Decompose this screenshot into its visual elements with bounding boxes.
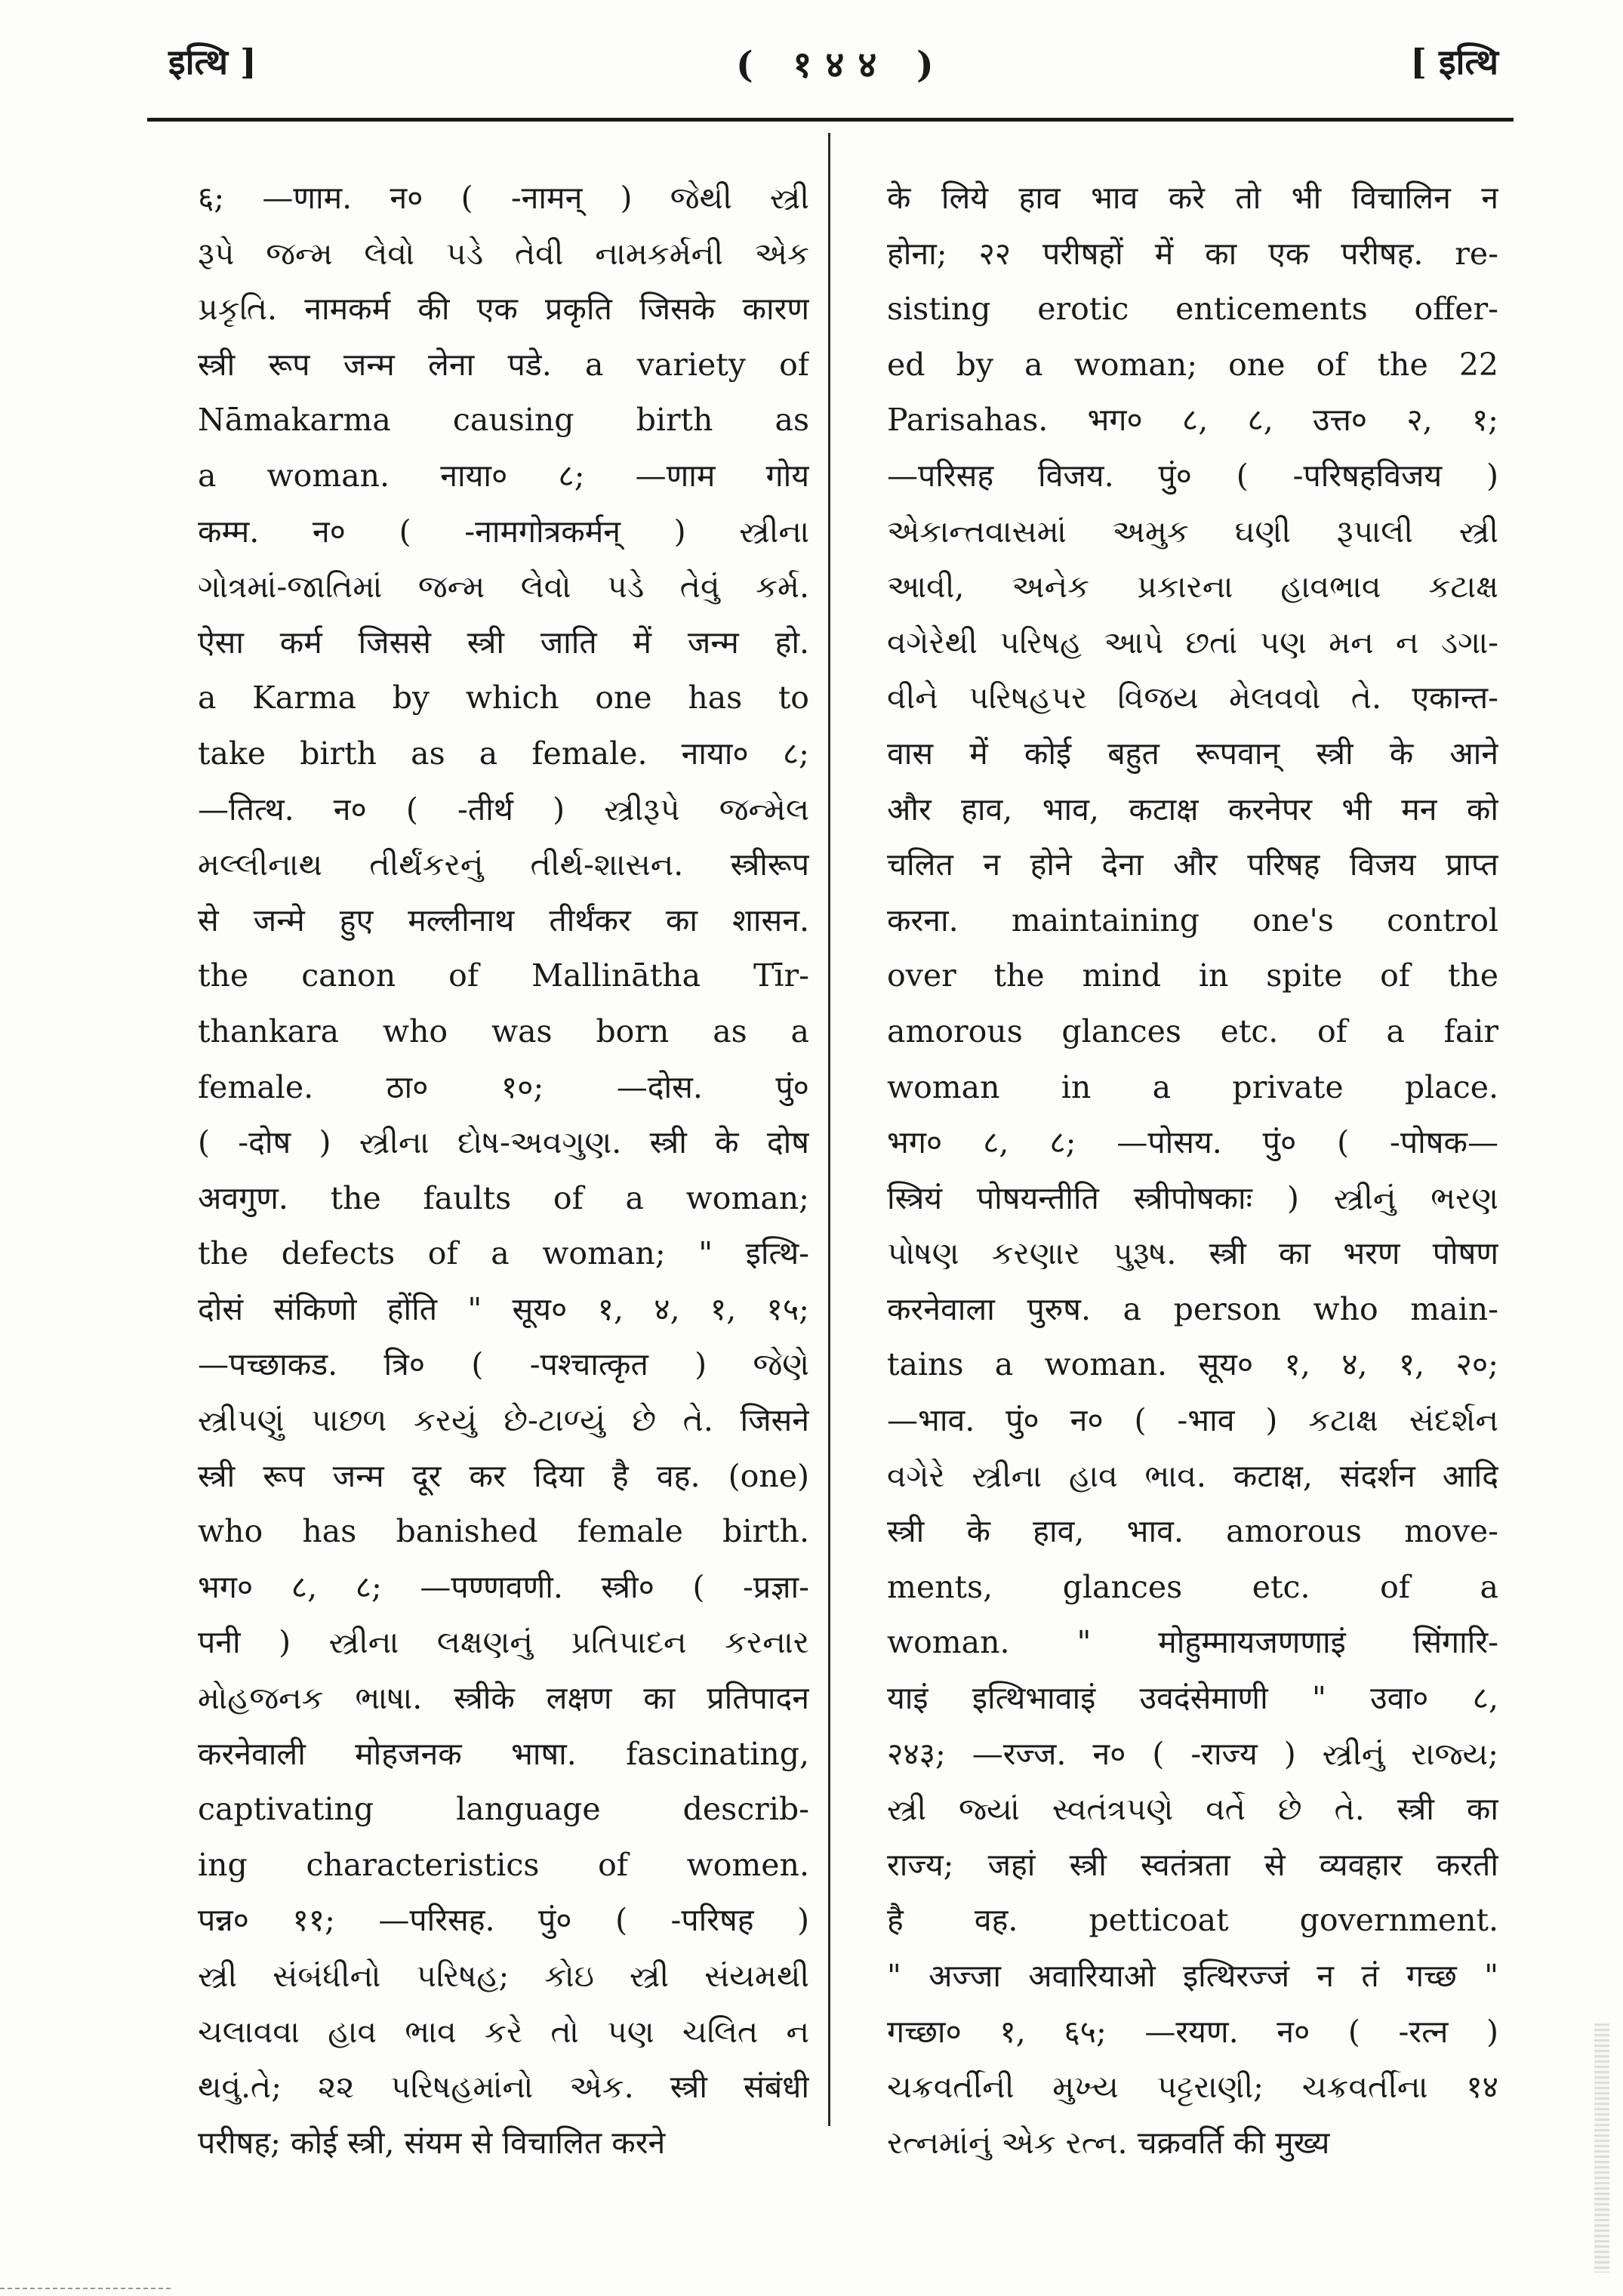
- right-column-line: राज्य; जहां स्त्री स्वतंत्रता से व्यवहार करती: [887, 1846, 1498, 1883]
- left-column-line: —पच्छाकड. त्रि० ( -पश्चात्कृत ) જેણે: [198, 1346, 809, 1383]
- left-column-line: से जन्मे हुए मल्लीनाथ तीर्थंकर का शासन.: [198, 901, 809, 938]
- right-column-line: २४३; —रज्ज. न० ( -राज्य ) સ્ત્રીનું રાજ્ય;: [887, 1735, 1498, 1772]
- right-column-line: રત્નમાંનું એક રત્ન. चक्रवर्ति की मुख्य: [887, 2124, 1330, 2161]
- right-column-line: वास में कोई बहुत रूपवान् स्त्री के आने: [887, 735, 1498, 772]
- right-column-line: करना. maintaining one's control: [887, 901, 1498, 938]
- left-column-line: ing characteristics of women.: [198, 1846, 809, 1883]
- left-column-line: पन्न० ११; —परिसह. पुं० ( -परिषह ): [198, 1902, 809, 1939]
- right-column-line: और हाव, भाव, कटाक्ष करनेपर भी मन को: [887, 791, 1498, 827]
- scan-edge-artifact: [1594, 2023, 1609, 2273]
- left-column: [198, 171, 809, 2171]
- right-column-line: होना; २२ परीषहों में का एक परीषह. re-: [887, 235, 1498, 272]
- left-column-line: अवगुण. the faults of a woman;: [198, 1179, 809, 1216]
- right-column-line: આવી, અનેક પ્રકારના હાવભાવ કટાક્ષ: [887, 569, 1498, 606]
- right-column-line: के लिये हाव भाव करे तो भी विचालिन न: [887, 180, 1498, 216]
- left-column-line: कम्म. न० ( -नामगोत्रकर्मन् ) સ્ત્રીના: [198, 513, 809, 550]
- left-column-line: મલ્લીનાથ તીર્થંકરનું તીર્થ-શાસન. स्त्रीरूप: [198, 846, 809, 883]
- left-column-line: पनी ) સ્ત્રીના લક્ષણનું પ્રતિપાદન કરનાર: [198, 1624, 809, 1661]
- right-column-line: woman. " मोहुम्मायजणणाइं सिंगारि-: [887, 1624, 1498, 1661]
- left-column-line: પ્રકૃતિ. नामकर्म की एक प्रकृति जिसके कारण: [198, 291, 809, 328]
- right-column-line: એકાન્તવાસમાં અમુક ઘણી રૂપાલી સ્ત્રી: [887, 513, 1498, 550]
- right-column-line: स्त्रियं पोषयन्तीति स्त्रीपोषकाः ) સ્ત્રીનું ભરણ: [887, 1179, 1498, 1216]
- left-column-line: करनेवाली मोहजनक भाषा. fascinating,: [198, 1735, 809, 1772]
- left-column-line: परीषह; कोई स्त्री, संयम से विचालित करने: [198, 2124, 666, 2161]
- left-column-line: दोसं संकिणो होंति " सूय० १, ४, १, १५;: [198, 1290, 809, 1327]
- right-column-line: है वह. petticoat government.: [887, 1902, 1498, 1939]
- running-head-left: इत्थि ]: [168, 42, 257, 82]
- page-number: ( १४४ ): [736, 44, 947, 86]
- left-column-line: રૂપે જન્મ લેવો પડે તેવી નામકર્મની એક: [198, 235, 809, 272]
- left-column-line: a woman. नाया० ८; —णाम गोय: [198, 457, 809, 494]
- left-column-line: ( -दोष ) સ્ત્રીના દોષ-અવગુણ. स्त्री के दोष: [198, 1124, 809, 1161]
- right-column-line: —परिसह विजय. पुं० ( -परिषहविजय ): [887, 457, 1498, 494]
- left-column-line: thankara who was born as a: [198, 1012, 809, 1049]
- left-column-line: take birth as a female. नाया० ८;: [198, 735, 809, 772]
- left-column-line: the defects of a woman; " इत्थि-: [198, 1235, 809, 1272]
- right-column-line: करनेवाला पुरुष. a person who main-: [887, 1290, 1498, 1327]
- right-column-line: સ્ત્રી જ્યાં સ્વતંત્રપણે વર્તે છે તે. स्त्री का: [887, 1791, 1498, 1828]
- right-column-line: भग० ८, ८; —पोसय. पुं० ( -पोषक—: [887, 1124, 1498, 1161]
- right-column-line: स्त्री के हाव, भाव. amorous move-: [887, 1513, 1498, 1550]
- left-column-line: મોહજનક ભાષા. स्त्रीके लक्षण का प्रतिपादन: [198, 1680, 809, 1717]
- left-column-line: female. ठा० १०; —दोस. पुं०: [198, 1068, 809, 1105]
- right-column-line: woman in a private place.: [887, 1068, 1498, 1105]
- left-column-line: સ્ત્રીપણું પાછળ કરયું છે-ટાળ્યું છે તે. जिसने: [198, 1402, 809, 1439]
- right-column-line: —भाव. पुं० न० ( -भाव ) કટાક્ષ સંદર્શન: [887, 1402, 1498, 1439]
- left-column-line: ऐसा कर्म जिससे स्त्री जाति में जन्म हो.: [198, 624, 809, 661]
- right-column-line: વગેરેથી પરિષહ આપે છતાં પણ મન ન ડગા-: [887, 624, 1498, 661]
- left-column-line: ગોત્રમાં-જાતિમાં જન્મ લેવો પડે તેવું કર્મ.: [198, 569, 809, 606]
- column-divider: [828, 133, 830, 2126]
- left-column-line: —तित्थ. न० ( -तीर्थ ) સ્ત્રીરૂપે જન્મેલ: [198, 791, 809, 827]
- right-column-line: વીને પરિષહપર વિજય મેલવવો તે. एकान्त-: [887, 680, 1498, 717]
- page-header: [147, 29, 1514, 89]
- right-column-line: ments, glances etc. of a: [887, 1568, 1498, 1605]
- right-column-line: Parisahas. भग० ८, ८, उत्त० २, १;: [887, 402, 1498, 439]
- right-column-line: ed by a woman; one of the 22: [887, 346, 1498, 383]
- left-column-line: who has banished female birth.: [198, 1513, 809, 1550]
- right-column-line: गच्छा० १, ६५; —रयण. न० ( -रत्न ): [887, 2013, 1498, 2050]
- right-column-line: sisting erotic enticements offer-: [887, 291, 1498, 328]
- left-column-line: સ્ત્રી સંબંધીનો પરિષહ; કોઇ સ્ત્રી સંયમથી: [198, 1958, 809, 1994]
- right-column: [887, 171, 1498, 2171]
- right-column-line: over the mind in spite of the: [887, 957, 1498, 994]
- left-column-line: Nāmakarma causing birth as: [198, 402, 809, 439]
- left-column-line: स्त्री रूप जन्म लेना पडे. a variety of: [198, 346, 809, 383]
- right-column-line: ચક્રવર્તીની મુખ્ય પટ્ટરાણી; ચક્રવર્તીના १४: [887, 2069, 1498, 2106]
- left-column-line: भग० ८, ८; —पण्णवणी. स्त्री० ( -प्रज्ञा-: [198, 1568, 809, 1605]
- right-column-line: चलित न होने देना और परिषह विजय प्राप्त: [887, 846, 1498, 883]
- right-column-line: याइं इत्थिभावाइं उवदंसेमाणी " उवा० ८,: [887, 1680, 1498, 1717]
- running-head-right: [ इत्थि: [1410, 42, 1498, 82]
- right-column-line: વગેરે સ્ત્રીના હાવ ભાવ. कटाक्ष, संदर्शन आदि: [887, 1457, 1498, 1494]
- right-column-line: " अज्जा अवारियाओ इत्थिरज्जं न तं गच्छ ": [887, 1958, 1498, 1994]
- left-column-line: થવું.તે; ૨૨ પરિષહમાંનો એક. स्त्री संबंधी: [198, 2069, 809, 2106]
- left-column-line: a Karma by which one has to: [198, 680, 809, 717]
- header-rule: [147, 118, 1514, 122]
- left-column-line: ६; —णाम. न० ( -नामन् ) જેથી સ્ત્રી: [198, 180, 809, 216]
- right-column-line: પોષણ કરણાર પુરૂષ. स्त्री का भरण पोषण: [887, 1235, 1498, 1272]
- right-column-line: tains a woman. सूय० १, ४, १, २०;: [887, 1346, 1498, 1383]
- left-column-line: स्त्री रूप जन्म दूर कर दिया है वह. (one): [198, 1457, 809, 1494]
- left-column-line: the canon of Mallinātha Tīr-: [198, 957, 809, 994]
- left-column-line: captivating language describ-: [198, 1791, 809, 1828]
- right-column-line: amorous glances etc. of a fair: [887, 1012, 1498, 1049]
- left-column-line: ચલાવવા હાવ ભાવ કરે તો પણ ચલિત ન: [198, 2013, 809, 2050]
- scan-bottom-artifact: [0, 2288, 174, 2289]
